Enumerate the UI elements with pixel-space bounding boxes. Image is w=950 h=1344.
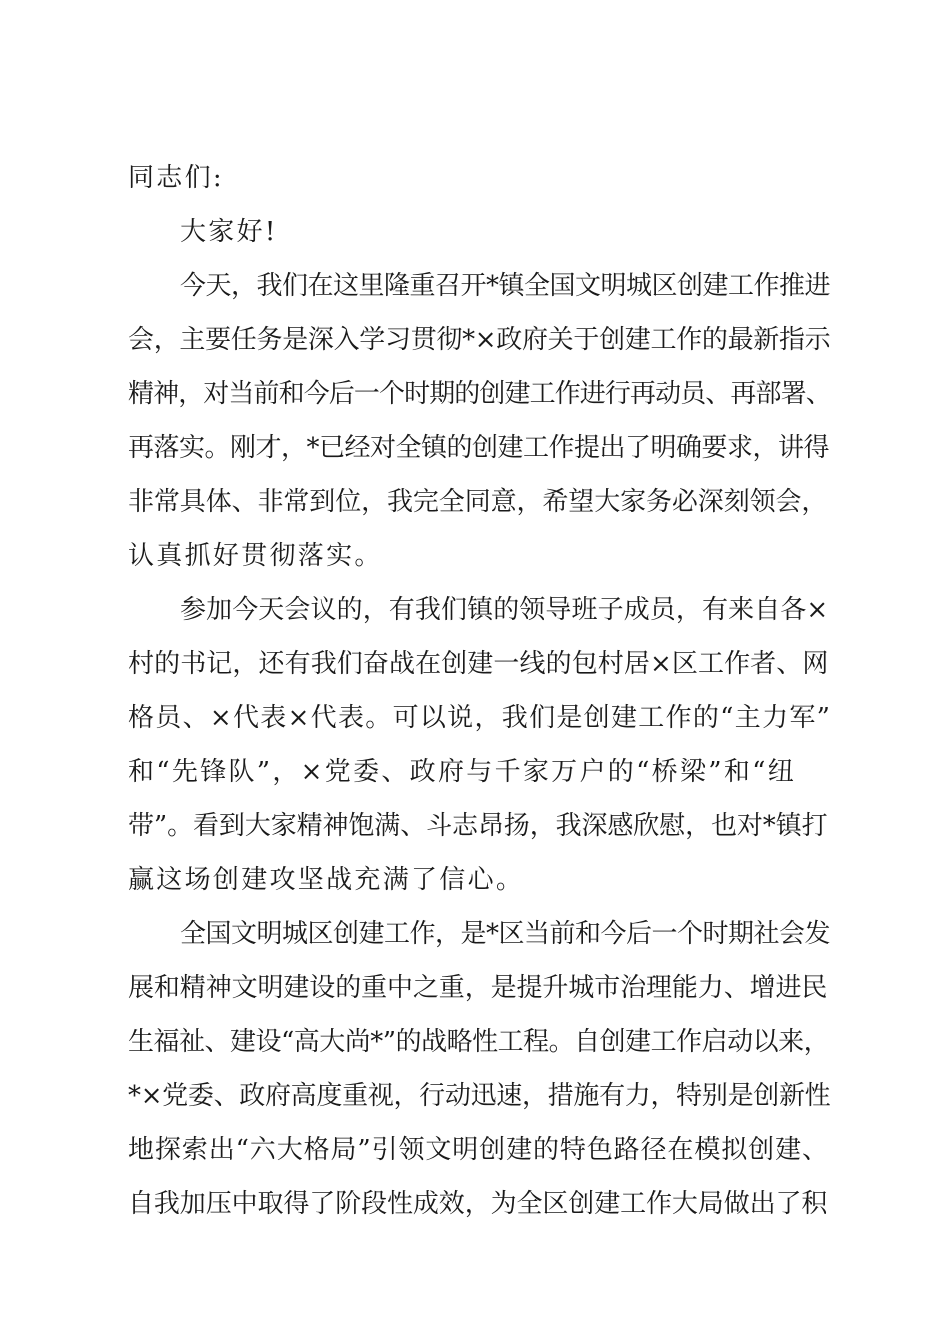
paragraph-line: 认真抓好贯彻落实。 <box>128 541 383 571</box>
paragraph-line: 地探索出“六大格局”引领文明创建的特色路径在模拟创建、 <box>128 1135 829 1165</box>
paragraph-line: 参加今天会议的，有我们镇的领导班子成员，有来自各× <box>180 595 829 625</box>
paragraph-line: 格员、×代表×代表。可以说，我们是创建工作的“主力军” <box>128 703 832 733</box>
paragraph-line: *×党委、政府高度重视，行动迅速，措施有力，特别是创新性 <box>128 1081 831 1111</box>
salutation-line: 大家好! <box>180 217 278 247</box>
paragraph-line: 全国文明城区创建工作，是*区当前和今后一个时期社会发 <box>180 919 831 949</box>
paragraph-line: 村的书记，还有我们奋战在创建一线的包村居×区工作者、网 <box>128 649 829 679</box>
paragraph-line: 今天，我们在这里隆重召开*镇全国文明城区创建工作推进 <box>180 271 831 301</box>
paragraph-line: 和“先锋队”，×党委、政府与千家万户的“桥梁”和“纽 <box>128 757 797 787</box>
greeting-line: 同志们: <box>128 163 224 193</box>
paragraph-line: 展和精神文明建设的重中之重，是提升城市治理能力、增进民 <box>128 973 828 1003</box>
paragraph-line: 自我加压中取得了阶段性成效，为全区创建工作大局做出了积 <box>128 1189 828 1219</box>
paragraph-line: 非常具体、非常到位，我完全同意，希望大家务必深刻领会， <box>128 487 828 517</box>
paragraph-line: 再落实。刚才，*已经对全镇的创建工作提出了明确要求，讲得 <box>128 433 830 463</box>
paragraph-line: 赢这场创建攻坚战充满了信心。 <box>128 865 525 895</box>
paragraph-line: 带”。看到大家精神饱满、斗志昂扬，我深感欣慰，也对*镇打 <box>128 811 828 841</box>
paragraph-line: 会，主要任务是深入学习贯彻*×政府关于创建工作的最新指示 <box>128 325 831 355</box>
paragraph-line: 精神，对当前和今后一个时期的创建工作进行再动员、再部署、 <box>128 379 831 409</box>
paragraph-line: 生福祉、建设“高大尚*”的战略性工程。自创建工作启动以来， <box>128 1027 830 1057</box>
